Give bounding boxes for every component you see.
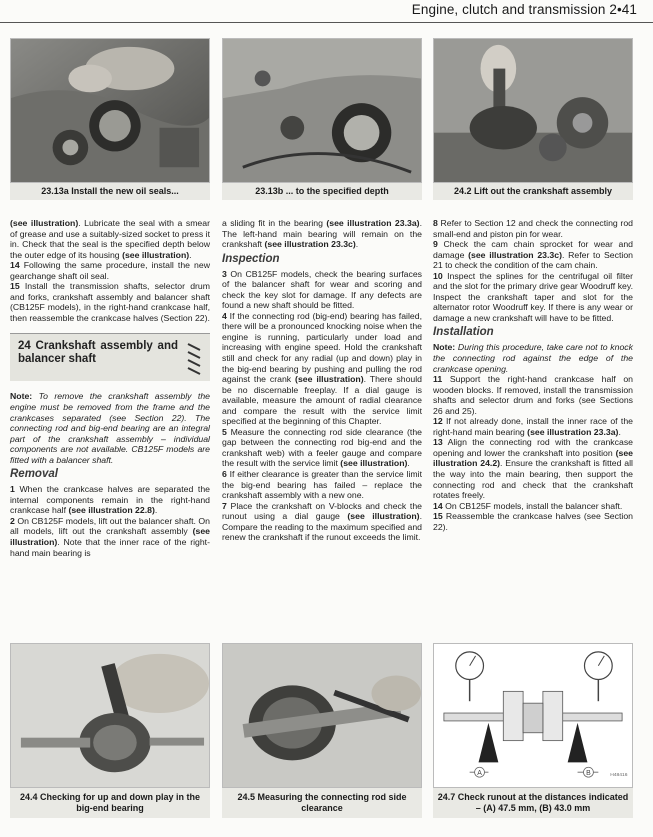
paragraph <box>433 501 633 512</box>
note-text: To remove the crankshaft assembly the engine must be removed from the frame and the crankcases separated (see Section 22). The connecting rod and big-end bearing are an integral part of the crankshaft assembly – individual components are not available. CB125F models are fitted with a balancer shaft. <box>10 391 210 465</box>
paragraph <box>10 484 210 516</box>
heading-installation: Installation <box>433 326 494 339</box>
illustration-ref: (see illustration 23.3a) <box>326 218 420 228</box>
text: On CB125F models, check the bearing surfaces of the balancer shaft for wear and scoring and check the key slot for damage. If any defects are found a new shaft should be fitted. <box>222 268 422 311</box>
text: . There should be no discernable freeplay. If a dial gauge is available, measure the amount of radial clearance and compare the result with the service limit specified at the beginning of this Chapter. <box>222 374 422 427</box>
text: On CB125F models, install the balancer shaft. <box>442 500 623 511</box>
diagram-runout-check <box>433 643 633 788</box>
text-column-2 <box>222 218 422 543</box>
heading-inspection: Inspection <box>222 252 280 265</box>
text: Refer to Section 12 and check the connecting rod small-end and piston pin for wear. <box>433 218 633 239</box>
text: Reassemble the crankcase halves (see Section 22). <box>433 511 633 532</box>
text-column-3 <box>433 218 633 532</box>
step-number: 2 <box>10 515 15 526</box>
note-label: Note: <box>433 342 456 353</box>
photo-oil-seal-install <box>10 38 210 183</box>
text: Check the cam chain sprocket for wear and damage <box>433 239 633 260</box>
diagram-label-b: B <box>586 770 591 778</box>
paragraph <box>222 218 422 250</box>
paragraph <box>433 437 633 500</box>
paragraph <box>222 269 422 311</box>
paragraph <box>433 239 633 271</box>
step-number: 14 <box>433 500 443 511</box>
paragraph <box>433 511 633 532</box>
text: If not already done, install the inner race of the right-hand main bearing <box>433 416 633 437</box>
page-title: Engine, clutch and transmission 2•41 <box>411 2 637 17</box>
text: When the crankcase halves are separated the internal components remain in the right-hand crankcase half <box>10 484 210 516</box>
illustration-ref: (see illustration) <box>340 458 408 469</box>
caption-23-13b: 23.13b ... to the specified depth <box>222 183 422 200</box>
text: . <box>189 249 192 260</box>
text: Install the transmission shafts, selector drum and forks, crankshaft assembly and balancer shaft (CB125F models), in the right-hand crankcase half, then reassemble the crankcase halves (Section 22). <box>10 281 210 323</box>
caption-24-4: 24.4 Checking for up and down play in the big-end bearing <box>10 788 210 818</box>
step-number: 11 <box>433 374 443 385</box>
illustration-ref: (see illustration 23.3c) <box>468 249 562 260</box>
paragraph <box>10 281 210 323</box>
page-header <box>0 0 653 24</box>
step-number: 14 <box>10 260 20 271</box>
text: If the connecting rod (big-end) bearing has failed, there will be a pronounced knocking noise when the engine is running, particularly under load and increasing with engine speed. Hold the crankshaft still and check for any radial (up and down) play in the big-end bearing by pushing and pulling the rod against the crank <box>222 310 422 385</box>
caption-23-13a: 23.13a Install the new oil seals... <box>10 183 210 200</box>
illustration-ref: (see illustration) <box>347 511 420 522</box>
text: . Ensure the crankshaft is fitted all the way into the main bearing, then support the connecting rod and check that the crankshaft rotates freely. <box>433 458 633 501</box>
paragraph <box>222 427 422 469</box>
diagram-label-a: A <box>477 770 482 778</box>
step-number: 13 <box>433 437 443 448</box>
paragraph <box>222 311 422 427</box>
step-number: 3 <box>222 268 227 279</box>
text: If either clearance is greater than the service limit the big-end bearing has failed – replace the crankshaft assembly with a new one. <box>222 469 422 501</box>
note <box>433 342 633 374</box>
paragraph <box>10 516 210 558</box>
note <box>10 391 210 465</box>
text: Align the connecting rod with the crankcase opening and lower the crankshaft into position <box>433 437 633 458</box>
text: On CB125F models, lift out the balancer shaft. On all models, lift out the crankshaft assembly <box>10 515 210 537</box>
note-label: Note: <box>10 391 33 402</box>
paragraph <box>222 501 422 543</box>
heading-removal: Removal <box>10 468 58 481</box>
photo-oil-seal-depth <box>222 38 422 183</box>
illustration-ref: (see illustration) <box>10 526 210 548</box>
illustration-ref: (see illustration 23.3a) <box>527 426 619 437</box>
text: Support the right-hand crankcase half on wooden blocks. If removed, install the transmission shafts and selector drum and forks (see Sections 26 and 25). <box>433 374 633 416</box>
caption-24-5: 24.5 Measuring the connecting rod side clearance <box>222 788 422 818</box>
paragraph <box>222 469 422 501</box>
text: . <box>618 426 621 437</box>
text: . Compare the reading to the maximum specified and renew the crankshaft if the runout exceeds the limit. <box>222 511 422 543</box>
paragraph <box>433 374 633 416</box>
text: . <box>154 505 158 516</box>
paragraph <box>433 271 633 324</box>
text: . <box>407 458 410 469</box>
caption-24-7: 24.7 Check runout at the distances indicated – (A) 47.5 mm, (B) 43.0 mm <box>433 788 633 818</box>
paragraph <box>433 416 633 437</box>
section-heading-box <box>10 333 210 381</box>
text: . <box>355 239 359 250</box>
step-number: 7 <box>222 500 227 511</box>
note-text: During this procedure, take care not to knock the connecting rod against the edge of the crankcase opening. <box>433 342 633 374</box>
caption-24-2: 24.2 Lift out the crankshaft assembly <box>433 183 633 200</box>
illustration-ref: (see illustration 24.2) <box>433 447 633 469</box>
text: . The left-hand main bearing will remain on the crankshaft <box>222 218 422 250</box>
text: . Lubricate the seal with a smear of grease and use a suitably-sized socket to press it in. Check that the seal is the specified depth below the outer edge of its housing <box>10 218 210 260</box>
paragraph <box>10 260 210 281</box>
paragraph <box>10 218 210 260</box>
step-number: 5 <box>222 426 227 437</box>
photo-side-clearance <box>222 643 422 788</box>
text-column-1 <box>10 218 210 558</box>
step-number: 6 <box>222 469 227 480</box>
step-number: 15 <box>10 281 20 292</box>
photo-big-end-play <box>10 643 210 788</box>
step-number: 4 <box>222 310 227 321</box>
text: Inspect the splines for the centrifugal oil filter and the slot for the primary drive gear Woodruff key. Inspect the crankshaft taper and slot for the alternator rotor Woodruff key. If there is any wear or damage a new crankshaft will have to be fitted. <box>433 270 633 323</box>
text: . Refer to Section 21 to check the condition of the cam chain. <box>433 249 633 271</box>
illustration-ref: (see illustration) <box>122 249 190 260</box>
illustration-ref: (see illustration 23.3c) <box>264 239 356 250</box>
step-number: 9 <box>433 239 438 250</box>
header-rule <box>0 22 653 23</box>
diagram-ref-code: H48416 <box>610 773 628 779</box>
text: Measure the connecting rod side clearance (the gap between the connecting rod big-end and the crankshaft web) with a feeler gauge and compare the result with the service limit <box>222 426 422 469</box>
text: Following the same procedure, install the new gearchange shaft oil seal. <box>10 260 210 281</box>
step-number: 1 <box>10 484 15 495</box>
paragraph <box>433 218 633 239</box>
step-number: 15 <box>433 511 443 522</box>
text: . Note that the inner race of the right-hand main bearing is <box>10 537 210 558</box>
illustration-ref: (see illustration) <box>10 218 79 228</box>
step-number: 10 <box>433 270 443 281</box>
text: Place the crankshaft on V-blocks and check the runout using a dial gauge <box>222 500 422 522</box>
text: a sliding fit in the bearing <box>222 218 327 228</box>
spanner-difficulty-icon <box>184 340 204 376</box>
section-title: 24 Crankshaft assembly and balancer shaft <box>18 340 178 366</box>
illustration-ref: (see illustration 22.8) <box>68 505 155 516</box>
step-number: 12 <box>433 416 443 427</box>
step-number: 8 <box>433 218 438 228</box>
illustration-ref: (see illustration) <box>295 374 364 385</box>
photo-crankshaft-lift <box>433 38 633 183</box>
